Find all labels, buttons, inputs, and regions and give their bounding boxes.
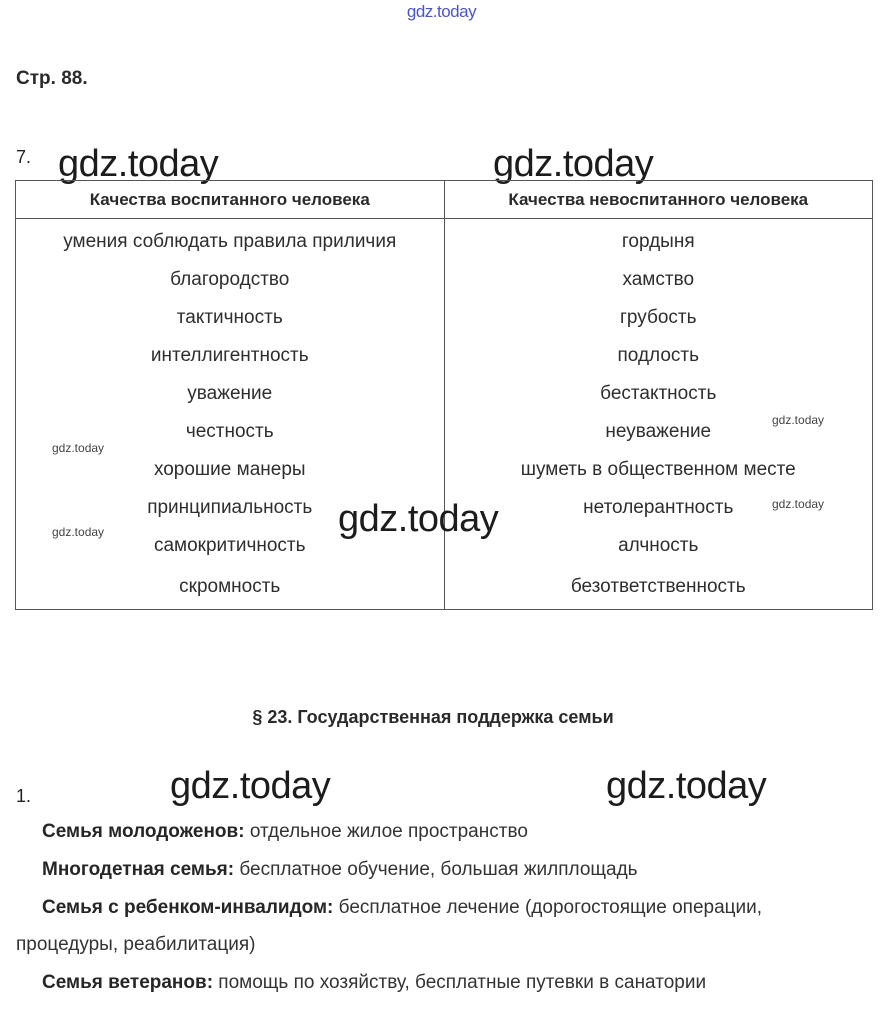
table-row [16, 413, 873, 451]
family-newlyweds [42, 821, 528, 843]
page-heading: Стр. 88. [16, 68, 88, 89]
column-header-ill-mannered: Качества невоспитанного человека [444, 181, 873, 219]
item-label: Многодетная семья: [42, 859, 235, 880]
table-cell: нетолерантность [444, 489, 873, 527]
table-cell: самокритичность [16, 527, 445, 565]
item-label: Семья с ребенком-инвалидом: [42, 897, 334, 918]
table-row [16, 261, 873, 299]
table-row [16, 219, 873, 262]
item-text: помощь по хозяйству, бесплатные путевки в санатории [213, 972, 707, 993]
item-text: отдельное жилое пространство [244, 821, 528, 842]
watermark: gdz.today [772, 413, 825, 427]
table-cell: подлость [444, 337, 873, 375]
item-label: Семья молодоженов: [42, 821, 245, 842]
table-cell: грубость [444, 299, 873, 337]
table-cell: интеллигентность [16, 337, 445, 375]
task-7-number: 7. [16, 147, 32, 167]
watermark: gdz.today [170, 765, 331, 807]
table-cell: неуважение [444, 413, 873, 451]
watermark: gdz.today [52, 525, 105, 539]
watermark: gdz.today [52, 441, 105, 455]
table-cell: умения соблюдать правила приличия [16, 219, 445, 262]
family-disabled-child-continuation: процедуры, реабилитация) [16, 934, 256, 955]
table-cell: алчность [444, 527, 873, 565]
table-cell: тактичность [16, 299, 445, 337]
table-cell: бестактность [444, 375, 873, 413]
watermark: gdz.today [58, 143, 219, 185]
table-cell: безответственность [444, 565, 873, 610]
table-cell: уважение [16, 375, 445, 413]
table-cell: хорошие манеры [16, 451, 445, 489]
table-row [16, 451, 873, 489]
table-cell: благородство [16, 261, 445, 299]
table-cell: принципиальность [16, 489, 445, 527]
section-title: § 23. Государственная поддержка семьи [252, 707, 614, 727]
table-cell: честность [16, 413, 445, 451]
family-disabled-child [42, 897, 762, 919]
watermark: gdz.today [772, 497, 825, 511]
family-veterans [42, 972, 706, 994]
table-cell: гордыня [444, 219, 873, 262]
item-text: бесплатное лечение (дорогостоящие операции, [333, 897, 763, 918]
watermark: gdz.today [493, 143, 654, 185]
table-row [16, 299, 873, 337]
table-row [16, 337, 873, 375]
table-cell: хамство [444, 261, 873, 299]
table-header-row [16, 181, 873, 219]
column-header-well-mannered: Качества воспитанного человека [16, 181, 445, 219]
item-text: бесплатное обучение, большая жилплощадь [234, 859, 638, 880]
table-row [16, 375, 873, 413]
table-cell: скромность [16, 565, 445, 610]
watermark: gdz.today [338, 498, 499, 540]
table-cell: шуметь в общественном месте [444, 451, 873, 489]
item-label: Семья ветеранов: [42, 972, 214, 993]
watermark-top: gdz.today [406, 2, 477, 21]
family-large [42, 859, 638, 881]
watermark: gdz.today [606, 765, 767, 807]
table-row [16, 565, 873, 610]
qualities-table [15, 180, 873, 610]
task-1-number: 1. [16, 786, 32, 806]
